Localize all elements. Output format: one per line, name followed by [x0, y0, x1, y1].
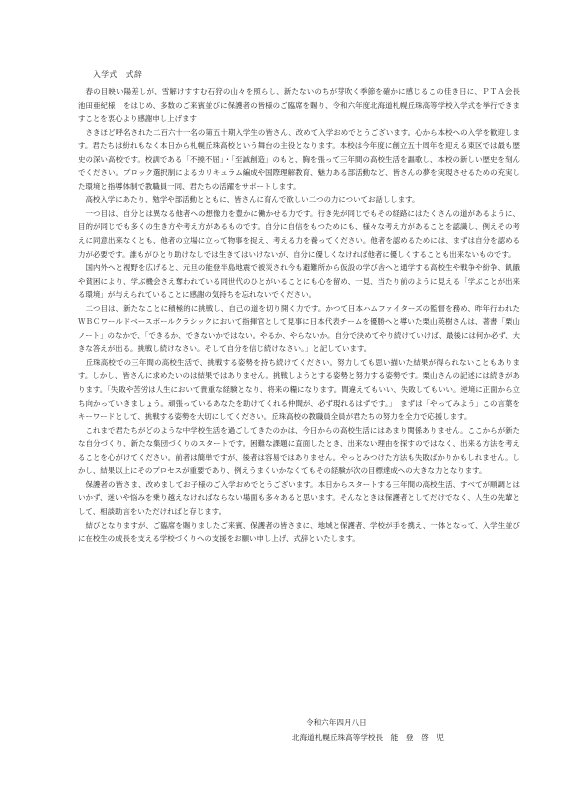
document-title: 入学式 式辞 [93, 70, 143, 79]
paragraph-guardians: 保護者の皆さま、改めましてお子様のご入学おめでとうございます。本日からスタートする三年間の高校生活、すべてが順調とはいかず、迷いや悩みを乗り越えなければならない場面も多々あると思います。そんなときは保護者としてだけでなく、人生の先輩として、相談助言をいただければと存じます。 [78, 479, 520, 516]
paragraph-new-start: これまで君たちがどのような中学校生活を過ごしてきたのかは、今日からの高校生活にはあまり関係ありません。ここからが新たな自分づくり、新たな集団づくりのスタートです。困難な課題に直面したとき、出来ない理由を探すのではなく、出来る方法を考えることを心がけてください。前者は簡単ですが、後者は容易ではありません。やっとみつけた方法も失敗ばかりかもしれません。しかし、結果以上にそのプロセスが重要であり、例えうまくいかなくてもその経験が次の目標達成への大きな力となります。 [78, 425, 520, 476]
principal-signature: 北海道札幌丘珠高等学校長 能 登 啓 児 [292, 732, 444, 742]
paragraph-two-powers: 高校入学にあたり、勉学や部活動とともに、皆さんに育んで欲しい二つの力についてお話しします。 [85, 195, 420, 205]
document-page [78, 68, 528, 768]
paragraph-opening: 春の目映い陽差しが、雪解けすすむ石狩の山々を照らし、新たないのちが芽吹く季節を確かに感じるこの佳き日に、ＰＴＡ会長 池田亜紀様 をはじめ、多数のご来賓並びに保護者の皆様のご臨席を賜り、令和六年度北海道札幌丘珠高等学校入学式を挙行できますことを衷心より感謝申し上げます [78, 87, 528, 124]
paragraph-second-power: 二つ目は、新たなことに積極的に挑戦し、自己の道を切り開く力です。かつて日本ハムファイターズの監督を務め、昨年行われたＷＢＣワールドベースボールクラシックにおいて指揮官として見事に日本代表チームを優勝へと導いた栗山英樹さんは、著書「栗山ノート」のなかで、「できるか、できないかではない。やるか、やらないか。自分で決めてやり続けていけば、最後には何か必ず、大きな答えが出る。挑戦し続けなさい。そして自分を信じ続けなさい。」と記しています。 [78, 303, 520, 354]
paragraph-closing: 結びとなりますが、ご臨席を賜りましたご来賓、保護者の皆さまに、地域と保護者、学校が手を携え、一体となって、入学生並びに在校生の成長を支える学校づくりへの支援をお願い申し上げ、式辞といたします。 [78, 520, 520, 544]
paragraph-welcome: さきほど呼名された二百六十一名の第五十期入学生の皆さん、改めて入学おめでとうございます。心から本校への入学を歓迎します。君たちは紛れもなく本日から札幌丘珠高校という舞台の主役となります。本校は今年度に創立五十周年を迎える東区では最も歴史の深い高校です。校訓である「不撓不屈」・「至誠創造」のもと、胸を張って三年間の高校生活を謳歌し、本校の新しい歴史を刻んでください。ブロック選択制によるカリキュラム編成や国際理解教育、魅力ある部活動など、皆さんの夢を実現させるための充実した環境と指導体制で教職員一同、君たちの活躍をサポートします。 [78, 127, 520, 191]
speech-date: 令和六年四月八日 [306, 718, 367, 727]
paragraph-first-power: 一つ目は、自分とは異なる他者への想像力を豊かに働かせる力です。行き先が同じでもその経路にはたくさんの道があるように、目的が同じでも多くの生き方や考え方があるものです。自分に自信をもつためにも、様々な考え方があることを認識し、例えその考えに同意出来なくとも、他者の立場に立って物事を捉え、考える力を養ってください。他者を認めるためには、まずは自分を認める力が必要です。誰もがひとり助けなしでは生きてはいけないが、自分に優しくなければ他者に優しくすることも出来ないものです。 [78, 208, 520, 259]
paragraph-challenge: 丘珠高校での三年間の高校生活で、挑戦する姿勢を持ち続けてください。努力しても思い描いた結果が得られないこともあります。しかし、皆さんに求めたいのは結果ではありません。挑戦しようとする姿勢と努力する姿勢です。栗山さんの記述には続きがあります。「失敗や苦労は人生において貴重な経験となり、将来の糧になります。間違えてもいい、失敗してもいい。逆境に正面から立ち向かっていきましょう。頑張っているあなたを助けてくれる仲間が、必ず現れるはずです。」 まずは「やってみよう」この言葉をキーワードとして、挑戦する姿勢を大切にしてください。丘珠高校の教職員全員が君たちの努力を全力で応援します。 [78, 357, 520, 422]
paragraph-gratitude: 国内外へと視野を広げると、元旦の能登半島地震で被災され今も避難所から仮設の学び舎へと通学する高校生や戦争や紛争、飢餓や貧困により、学ぶ機会さえ奪われている同世代のひとがいることにも心を留め、一見、当たり前のように見える「学ぶことが出来る環境」が与えられていることに感謝の気持ちを忘れないでください。 [78, 263, 520, 300]
closing-block [292, 716, 444, 745]
document-body [78, 85, 528, 546]
